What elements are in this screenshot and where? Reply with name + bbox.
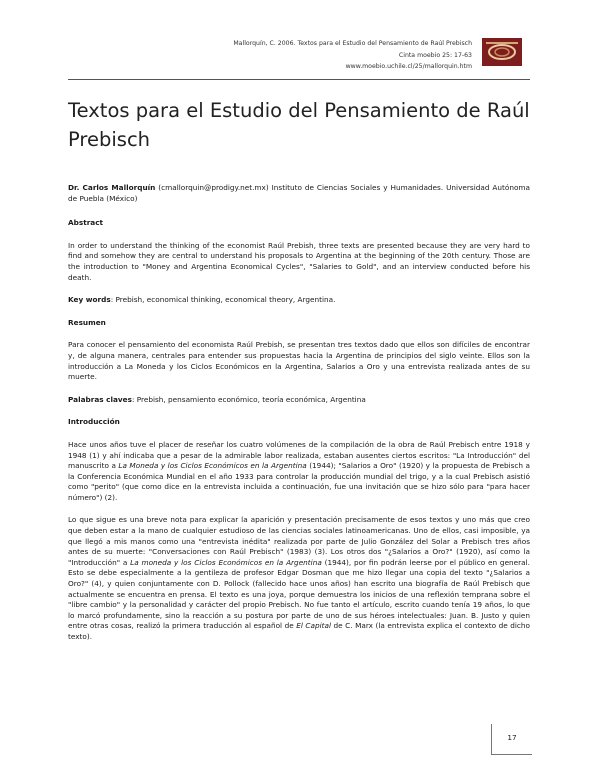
keywords-text: : Prebish, economical thinking, economical theory, Argentina. (110, 295, 336, 305)
author-affiliation: (cmallorquin@prodigy.net.mx) Instituto de Ciencias Sociales y Humanidades. Universidad Autónoma de Puebla (México) (68, 183, 530, 203)
url-line: www.moebio.uchile.cl/25/mallorquin.htm (345, 63, 472, 70)
page-title: Textos para el Estudio del Pensamiento de Raúl Prebisch (68, 99, 530, 151)
intro-heading: Introducción (68, 417, 120, 427)
article-body (68, 183, 530, 655)
palabras-claves-text: : Prebish, pensamiento económico, teoría económica, Argentina (131, 394, 366, 404)
resumen-text: Para conocer el pensamiento del economista Raúl Prebish, se presentan tres textos dado que ellos son difíciles de encontrar y, de alguna manera, centrales para entender sus propuestas hacia la Argentina de principios del siglo veinte. Ellos son la introducción a La Moneda y los Ciclos Económicos en la Argentina, Salarios a Oro y una entrevista realizada antes de su muerte. (68, 340, 530, 382)
running-header (233, 38, 472, 73)
palabras-claves-label: Palabras claves (68, 394, 132, 404)
intro-p2-text-a: Lo que sigue es una breve nota para explicar la aparición y presentación precisamente de esos textos y uno más que creo que deben estar a la mano de cualquier estudioso de las ciencias sociales latinoamericanas. Uno de ellos, casi imposible, ya que llegó a mis manos como una "entrevista inédita" realizada por parte de Julio González del Solar a Prebisch tres años antes de su muerte: "Conversaciones con Raúl Prebisch" (1983) (3). Los otros dos "¿Salarios a Oro?" (1920), así como la "Introducción" a (68, 515, 530, 567)
keywords-line (68, 295, 530, 306)
journal-logo (482, 38, 522, 66)
abstract-text: In order to understand the thinking of the economist Raúl Prebish, three texts are presented because they are very hard to find and somehow they are central to understand his proposals to Argentina at the beginning of the 20th century. Those are the introduction to "Money and Argentina Economical Cycles", "Salaries to Gold", and an interview conducted before his death. (68, 240, 530, 282)
keywords-label: Key words (68, 295, 111, 305)
intro-p2-italic-1: La moneda y los Ciclos Económicos en la Argentina (130, 557, 322, 567)
page-number: 17 (491, 724, 532, 755)
author-line (68, 183, 530, 204)
intro-p1-italic: La Moneda y los Ciclos Económicos en la Argentina (118, 461, 307, 471)
citation-line: Mallorquín, C. 2006. Textos para el Estudio del Pensamiento de Raúl Prebisch (233, 40, 472, 47)
resumen-heading: Resumen (68, 317, 106, 327)
intro-paragraph-2 (68, 515, 530, 642)
intro-p2-text-e: de C. Marx (la entrevista explica el contexto de dicho texto). (68, 621, 530, 641)
intro-paragraph-1 (68, 440, 530, 504)
abstract-heading: Abstract (68, 218, 104, 228)
intro-p1-text-a: Hace unos años tuve el placer de reseñar los cuatro volúmenes de la compilación de la obra de Raúl Prebisch entre 1918 y 1948 (1) y ahí indicaba que a pesar de la admirable labor realizada, estaban ausentes ciertos escritos: "La Introducción" del manuscrito a (68, 439, 530, 471)
intro-p2-text-c: (1944), por fin podrán leerse por el público en general. Esto se debe especialmente a la gentileza de profesor Edgar Dosman que me hizo llegar una copia del texto "¿Salarios a Oro?" (4), y quien conjuntamente con D. Pollock (fallecido hace unos años) han escrito una biografía de Raúl Prebisch que actualmente se encuentra en prensa. El texto es una joya, porque demuestra los inicios de una reflexión temprana sobre el "libre cambio" y la personalidad y carácter del propio Prebisch. No fue tanto el artículo, escrito cuando tenía 19 años, lo que lo marcó profundamente, sino la reacción a su postura por parte de uno de sus héroes intelectuales: Juan. B. Justo y quien entre otras cosas, realizó la primera traducción al español de (68, 557, 530, 631)
author-name: Dr. Carlos Mallorquín (68, 183, 156, 192)
palabras-claves-line (68, 395, 530, 406)
intro-p2-italic-2: El Capital (296, 621, 331, 631)
journal-line: Cinta moebio 25: 17-63 (398, 51, 472, 59)
header-rule (68, 79, 530, 80)
intro-p1-text-c: (1944); "Salarios a Oro" (1920) y la propuesta de Prebisch a la Conferencia Económica Mundial en el año 1933 para controlar la producción mundial del trigo, y a la cual Prebisch asistió como "perito" (que como dice en la entrevista incluida a continuación, fue una invitación que se hizo sólo para "para hacer número") (2). (68, 461, 530, 502)
